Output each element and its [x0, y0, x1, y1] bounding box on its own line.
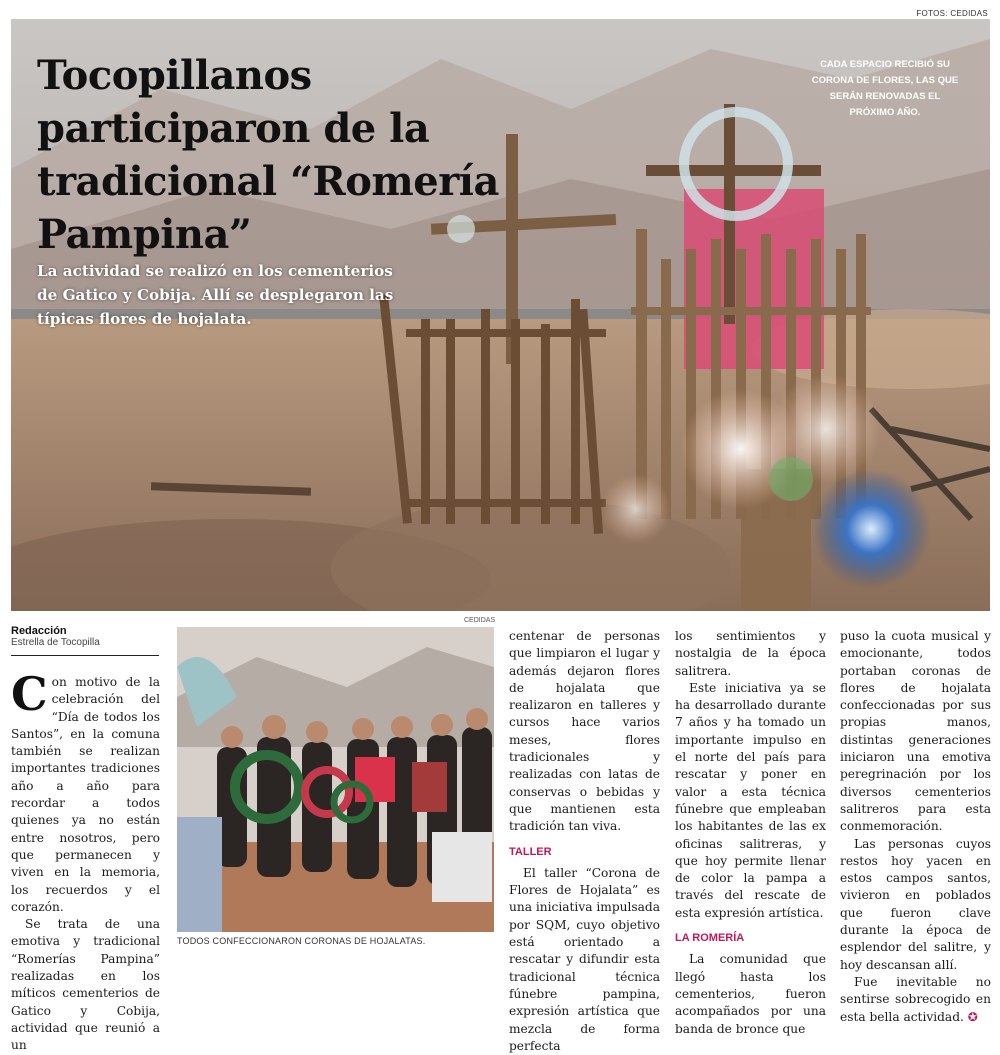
- procession-photo: [177, 627, 494, 932]
- photo2-credit: CEDIDAS: [464, 617, 496, 624]
- drop-cap: C: [11, 667, 48, 721]
- photo2-caption: TODOS CONFECCIONARON CORONAS DE HOJALATAS.: [177, 936, 426, 946]
- paragraph: La comunidad que llegó hasta los cementerios, fueron acompañados por una banda de bronce que: [675, 952, 826, 1036]
- subhead-la-romeria: LA ROMERÍA: [675, 932, 745, 945]
- deck: La actividad se realizó en los cementerios de Gatico y Cobija. Allí se desplegaron las típicas flores de hojalata.: [37, 262, 394, 328]
- byline-name: Redacción: [11, 625, 67, 637]
- article-column-4: [840, 628, 991, 1026]
- end-mark-icon: ✪: [967, 1009, 978, 1024]
- byline-divider: [11, 655, 159, 656]
- paragraph: puso la cuota musical y emocionante, todos portaban coronas de flores de hojalata confeccionadas por sus propias manos, distintas generaciones iniciaron una emotiva peregrinación por los diversos cementerios salitreros para esta conmemoración.: [840, 629, 991, 834]
- paragraph: El taller “Corona de Flores de Hojalata” es una iniciativa impulsada por SQM, cuyo objetivo está orientado a rescatar y difundir esta tradicional técnica fúnebre pampina, expresión artística que mezcla de forma perfecta: [509, 865, 660, 1053]
- paragraph: Fue inevitable no sentirse sobrecogido en esta bella actividad. ✪: [840, 974, 991, 1024]
- paragraph: centenar de personas que limpiaron el lugar y además dejaron flores de hojalata que realizaron en talleres y cursos hace varios meses, flores tradicionales y realizadas con latas de conservas o bebidas y que mantienen esta tradición tan viva.: [509, 629, 660, 834]
- paragraph: Este iniciativa ya se ha desarrollado durante 7 años y ha tomado un importante impulso en el norte del país para rescatar y poner en valor a esta técnica fúnebre que empleaban los habitantes de las ex oficinas salitreras, y que hoy permite llenar de color la pampa a través del rescate de esta expresión artística.: [675, 680, 826, 920]
- byline-outlet: Estrella de Tocopilla: [11, 637, 100, 648]
- hero-photo: [11, 19, 990, 611]
- hero-photo-caption: CADA ESPACIO RECIBIÓ SU CORONA DE FLORES, LAS QUE SERÁN RENOVADAS EL PRÓXIMO AÑO.: [811, 59, 959, 118]
- subhead-taller: TALLER: [509, 845, 552, 858]
- byline: [11, 625, 100, 648]
- procession-illustration: [177, 627, 494, 932]
- photo-credit-top: FOTOS: CEDIDAS: [916, 9, 988, 18]
- article-column-2: [509, 628, 660, 1055]
- headline: Tocopillanos participaron de la tradicional “Romería Pampina”: [37, 52, 499, 258]
- paragraph: Se trata de una emotiva y tradicional “Romerías Pampina” realizadas en los míticos cementerios de Gatico y Cobija, actividad que reunió a un: [11, 917, 160, 1053]
- paragraph: Las personas cuyos restos hoy yacen en estos campos santos, vivieron en poblados que fueron clave durante la época de esplendor del salitre, y hoy descansan allí.: [840, 836, 991, 972]
- article-column-1: [11, 667, 160, 1055]
- article-column-3: [675, 628, 826, 1038]
- paragraph: los sentimientos y nostalgia de la época salitrera.: [675, 629, 826, 678]
- paragraph: Con motivo de la celebración del “Día de todos los Santos”, en la comuna también se realizan importantes tradiciones año a año para recordar a todos quienes ya no están entre nosotros, pero que permanecen y viven en la memoria, los recuerdos y el corazón.: [11, 667, 160, 914]
